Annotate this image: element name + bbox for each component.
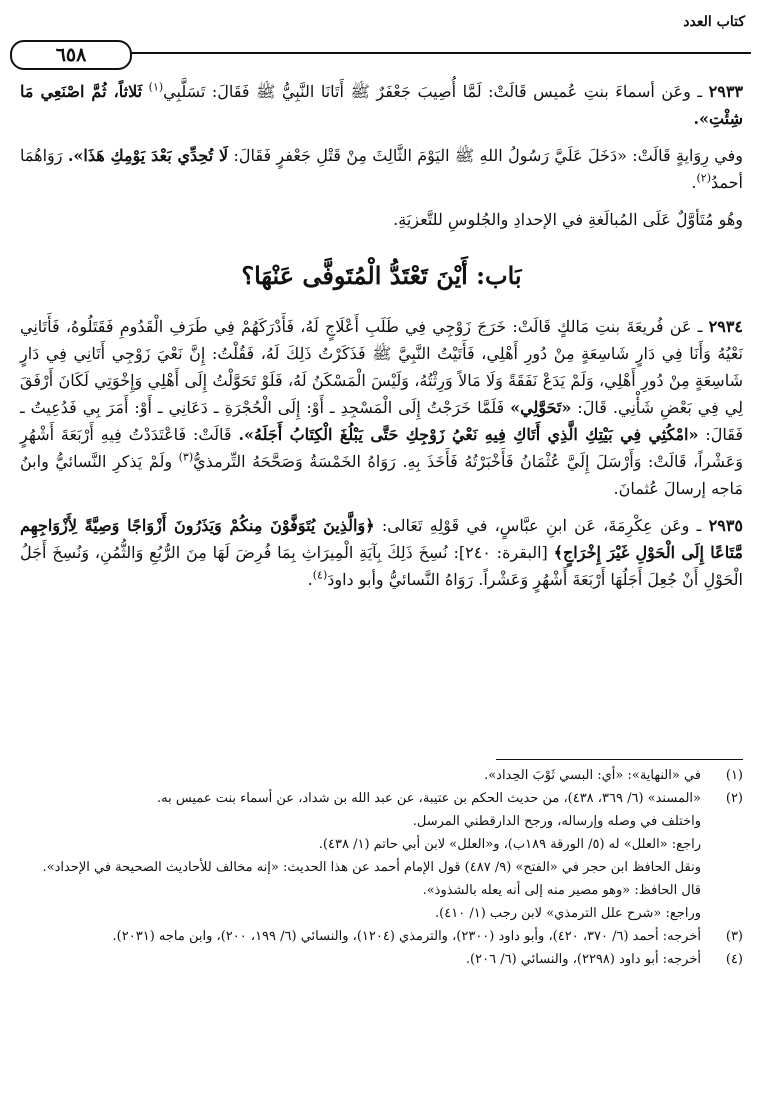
main-text bbox=[20, 78, 743, 603]
footnote-number: (٣) bbox=[725, 929, 743, 944]
hadith-text: قَالَتْ: فَاعْتَدَدْتُ فِيهِ أَرْبَعَةَ أَشْهُرٍ وَعَشْراً، قَالَتْ: وَأَرْسَلَ إِلَيَّ عُثْمَانُ فَأَخْبَرْتُهُ فَأَخَذَ بِهِ. رَوَاهُ الخَمْسَةُ وَصَحَّحَهُ التِّرمذيُّ bbox=[20, 425, 743, 471]
hadith-number: ٢٩٣٥ bbox=[708, 516, 743, 535]
hadith-bold-text: «تَحَوَّلِي» bbox=[510, 398, 572, 417]
footnotes-divider bbox=[496, 759, 743, 760]
footnote-line: قال الحافظ: «وهو مصير منه إلى أنه يعله بالشذوذ». bbox=[422, 883, 701, 898]
footnote-line: راجع: «العلل» له (٥/ الورقة ١٨٩ب)، و«العلل» لابن أبي حاتم (١/ ٤٣٨). bbox=[318, 837, 701, 852]
taawil-text: وهُو مُتَأوَّلٌ عَلَى المُبالَغةِ في الإحدادِ والجُلوسِ للتَّعزيَةِ. bbox=[393, 210, 743, 229]
footnote-line: وراجع: «شرح علل الترمذي» لابن رجب (١/ ٤١٠). bbox=[435, 906, 701, 921]
footnote-2 bbox=[20, 787, 743, 925]
footnote-line: أخرجه: أبو داود (٢٢٩٨)، والنسائي (٦/ ٢٠٦). bbox=[465, 952, 701, 967]
riwaya-paragraph bbox=[20, 142, 743, 196]
hadith-text: ـ وعَن عِكْرِمَةَ، عَن ابنِ عبَّاسٍ، في قَوْلِهِ تَعَالى: bbox=[381, 516, 702, 535]
hadith-end: . bbox=[307, 570, 313, 589]
footnotes bbox=[20, 764, 743, 971]
hadith-2933 bbox=[20, 78, 743, 132]
page-number: ٦٥٨ bbox=[10, 40, 132, 70]
hadith-text: ـ وعَن أسماءَ بنتِ عُميس قَالَتْ: لَمَّا أُصِيبَ جَعْفَرٌ ﷺ أَتَانَا النَّبِيُّ ﷺ فَقَالَ: تَسَلَّبِي bbox=[163, 82, 703, 101]
riwaya-end: . bbox=[691, 173, 697, 192]
footnote-line: في «النهاية»: «أي: البسي ثَوْبَ الحِداد». bbox=[484, 768, 701, 783]
hadith-bold-text: «امْكُثِي فِي بَيْتِكِ الَّذِي أَتَاكِ فِيهِ نَعْيُ زَوْجِكِ حَتَّى يَبْلُغَ الْكِتَابُ أَجَلَهُ». bbox=[238, 425, 699, 444]
hadith-bold-text: ثَلاثاً، ثُمَّ اصْنَعِي مَا شِئْتِ». bbox=[20, 82, 743, 128]
riwaya-bold-text: لَا تُحِدِّي بَعْدَ يَوْمِكِ هَذَا». bbox=[67, 146, 229, 165]
footnote-line: ونقل الحافظ ابن حجر في «الفتح» (٩/ ٤٨٧) قول الإمام أحمد عن هذا الحديث: «إنه مخالف للأحاديث الصحيحة في الإحداد». bbox=[42, 860, 701, 875]
hadith-text: ولَمْ يَذكرِ النَّسائيُّ وابنُ مَاجه إرسالَ عُثمانَ. bbox=[20, 452, 743, 498]
riwaya-text: وفي رِوَايةٍ قَالَتْ: «دَخَلَ عَلَيَّ رَسُولُ اللهِ ﷺ اليَوْمَ الثَّالِثَ مِنْ قَتْلِ جَعْفرٍ فَقَالَ: bbox=[233, 146, 744, 165]
taawil-paragraph bbox=[20, 206, 743, 233]
riwaya-tail: رَوَاهُمَا أحمدُ bbox=[20, 146, 743, 192]
footnote-number: (٤) bbox=[725, 952, 743, 967]
footnote-4 bbox=[20, 948, 743, 971]
hadith-text: ـ عَن فُريعَةَ بنتِ مَالكٍ قَالَتْ: خَرَجَ زَوْجِي فِي طَلَبِ أَعْلَاجٍ لَهُ، فَأَدْرَكَهُمْ فِي طَرَفِ الْقَدُومِ فَقَتَلُوهُ، فَأَتَانِي نَعْيُهُ وَأَنَا فِي دَارٍ شَاسِعَةٍ مِنْ دُورِ أَهْلِي، فَأَتَيْتُ النَّبِيَّ ﷺ فَذَكَرْتُ ذَلِكَ لَهُ، فَقُلْتُ: إِنَّ نَعْيَ زَوْجِي أَتَانِي فِي دَارٍ شَاسِعَةٍ مِنْ دُورِ أَهْلِي، وَلَمْ يَدَعْ نَفَقَةً وَلَا مَالاً وَرِثْتُهُ، وَلَيْسَ الْمَسْكَنُ لَهُ، فَلَوْ تَحَوَّلْتُ إِلَى أَهْلِي وَإِخْوَتِي لَكَانَ أَرْفَقَ لِي فِي بَعْضِ شَأْنِي. قَالَ: bbox=[20, 317, 743, 417]
footnote-line: «المسند» (٦/ ٣٦٩، ٤٣٨)، من حديث الحكم بن عتيبة، عن عبد الله بن شداد، عن أسماء بنت عميس به. bbox=[156, 791, 701, 806]
footnote-line: أخرجه: أحمد (٦/ ٣٧٠، ٤٢٠)، وأبو داود (٢٣٠٠)، والترمذي (١٢٠٤)، والنسائي (٦/ ١٩٩، ٢٠٠)، وابن ماجه (٢٠٣١). bbox=[112, 929, 701, 944]
footnote-1 bbox=[20, 764, 743, 787]
verse-reference: [البقرة: ٢٤٠] bbox=[458, 543, 548, 562]
footnote-ref[interactable]: (٣) bbox=[178, 450, 194, 464]
footnote-number: (٢) bbox=[725, 791, 743, 806]
hadith-2934 bbox=[20, 313, 743, 502]
footnote-number: (١) bbox=[725, 768, 743, 783]
hadith-text: : نُسِخَ ذَلِكَ بِآيَةِ الْمِيرَاثِ بِمَا فُرِضَ لَهَا مِنَ الرُّبُعِ وَالثُّمُنِ، وَنُسِخَ أَجَلُ الْحَوْلِ أَنْ جُعِلَ أَجَلُهَا أَرْبَعَةَ أَشْهُرٍ وَعَشْراً. رَوَاهُ النَّسائيُّ وأبو داودَ bbox=[20, 543, 743, 589]
footnote-3 bbox=[20, 925, 743, 948]
footnote-ref[interactable]: (٢) bbox=[696, 171, 712, 185]
hadith-2935 bbox=[20, 512, 743, 593]
footnote-ref[interactable]: (٤) bbox=[312, 568, 328, 582]
hadith-text: فَلَمَّا خَرَجْتُ إِلَى الْمَسْجِدِ ـ أَوْ: إِلَى الْحُجْرَةِ ـ دَعَانِي ـ أَوْ: أَمَرَ بِي فَدُعِيتُ ـ فَقَالَ: bbox=[20, 398, 744, 444]
hadith-number: ٢٩٣٣ bbox=[708, 82, 743, 101]
chapter-title: بَاب: أَيْنَ تَعْتَدُّ الْمُتَوفَّى عَنْهَا؟ bbox=[241, 261, 522, 290]
footnote-ref[interactable]: (١) bbox=[148, 80, 164, 94]
running-head: كتاب العدد bbox=[683, 14, 745, 30]
quran-verse: ﴿وَالَّذِينَ يُتَوَفَّوْنَ مِنكُمْ وَيَذَرُونَ أَزْوَاجًا وَصِيَّةً لِأَزْوَاجِهِم مَّتَاعًا إِلَى الْحَوْلِ غَيْرَ إِخْرَاجٍ﴾ bbox=[20, 516, 743, 562]
hadith-number: ٢٩٣٤ bbox=[708, 317, 743, 336]
footnote-line: واختلف في وصله وإرساله، ورجح الدارقطني المرسل. bbox=[412, 814, 701, 829]
